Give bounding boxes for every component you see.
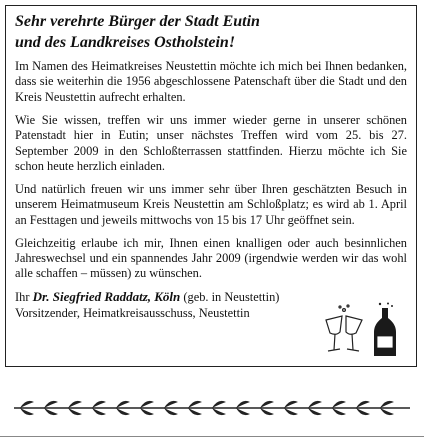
paragraph-thanks: Im Namen des Heimatkreises Neustettin möchte ich mich bei Ihnen bedanken, dass sie weiterhin die 1956 abgeschlossene Patenschaft über die Stadt und den Kreis Neustettin aufrecht erhalten. [15, 59, 407, 104]
vine-ornament-icon [14, 396, 410, 420]
champagne-glasses-icon [326, 305, 362, 351]
paragraph-new-year: Gleichzeitig erlaube ich mir, Ihnen einen knalligen oder auch besinnlichen Jahreswechsel und ein spannendes Jahr 2009 (irgendwie werden wir das wohl alle schaffen – müssen) zu wünschen. [15, 235, 407, 281]
heading-line-1: Sehr verehrte Bürger der Stadt Eutin [15, 13, 260, 30]
champagne-art [322, 302, 408, 360]
signature-role: Vorsitzender, Heimatkreisausschuss, Neustettin [15, 305, 250, 320]
letter-heading [15, 11, 407, 53]
signature-name: Dr. Siegfried Raddatz, Köln [32, 289, 181, 305]
bottom-rule [0, 436, 424, 437]
champagne-bottle-icon [374, 303, 396, 357]
signature-note: (geb. in Neustettin) [183, 290, 280, 305]
signature-prefix: Ihr [15, 290, 30, 305]
paragraph-museum: Und natürlich freuen wir uns immer sehr über Ihren geschätzten Besuch in unserem Heimatmuseum Kreis Neustettin am Schloßplatz; es wird ab 1. April an Festtagen und jeweils mittwochs von 15 bis 17 Uhr geöffnet sein. [15, 181, 407, 227]
heading-line-2: und des Landkreises Ostholstein! [15, 34, 236, 51]
paragraph-meeting: Wie Sie wissen, treffen wir uns immer wieder gerne in unserer schönen Patenstadt hier in Eutin; unser nächstes Treffen wird vom 25. bis 27. September 2009 in den Schloßterrassen stattfinden. Hierzu möchte ich Sie schon heute herzlich einladen. [15, 112, 407, 173]
letter-box [5, 5, 417, 367]
